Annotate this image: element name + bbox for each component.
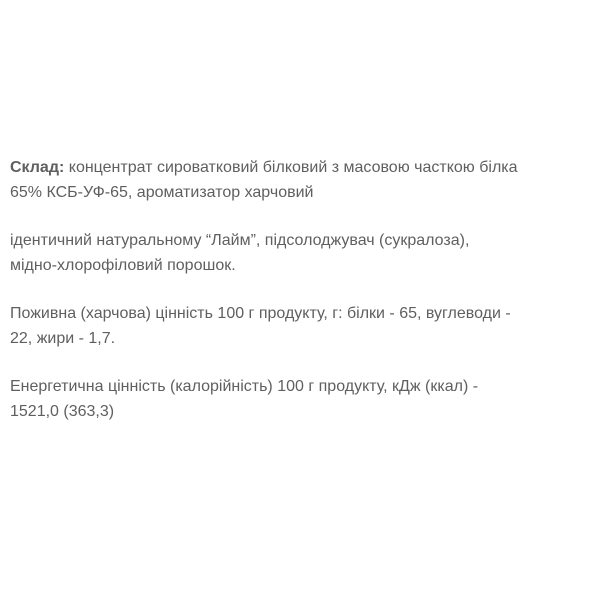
composition-line-1 — [10, 155, 595, 180]
product-description — [10, 155, 595, 447]
energy-line-1: Енергетична цінність (калорійність) 100 г продукту, кДж (ккал) - — [10, 378, 479, 395]
composition-label: Склад: — [10, 159, 65, 176]
flavor-line-2: мідно-хлорофіловий порошок. — [10, 257, 236, 274]
flavor-paragraph — [10, 228, 595, 278]
nutrition-line-2: 22, жири - 1,7. — [10, 330, 116, 347]
flavor-line-1: ідентичний натуральному “Лайм”, підсолоджувач (сукралоза), — [10, 232, 470, 249]
energy-line-2: 1521,0 (363,3) — [10, 403, 115, 420]
energy-paragraph — [10, 374, 595, 424]
nutrition-line-1: Поживна (харчова) цінність 100 г продукту, г: білки - 65, вуглеводи - — [10, 305, 511, 322]
composition-text: концентрат сироватковий білковий з масовою часткою білка — [64, 159, 518, 176]
composition-paragraph — [10, 155, 595, 205]
nutrition-paragraph — [10, 301, 595, 351]
composition-line-2: 65% КСБ-УФ-65, ароматизатор харчовий — [10, 184, 314, 201]
